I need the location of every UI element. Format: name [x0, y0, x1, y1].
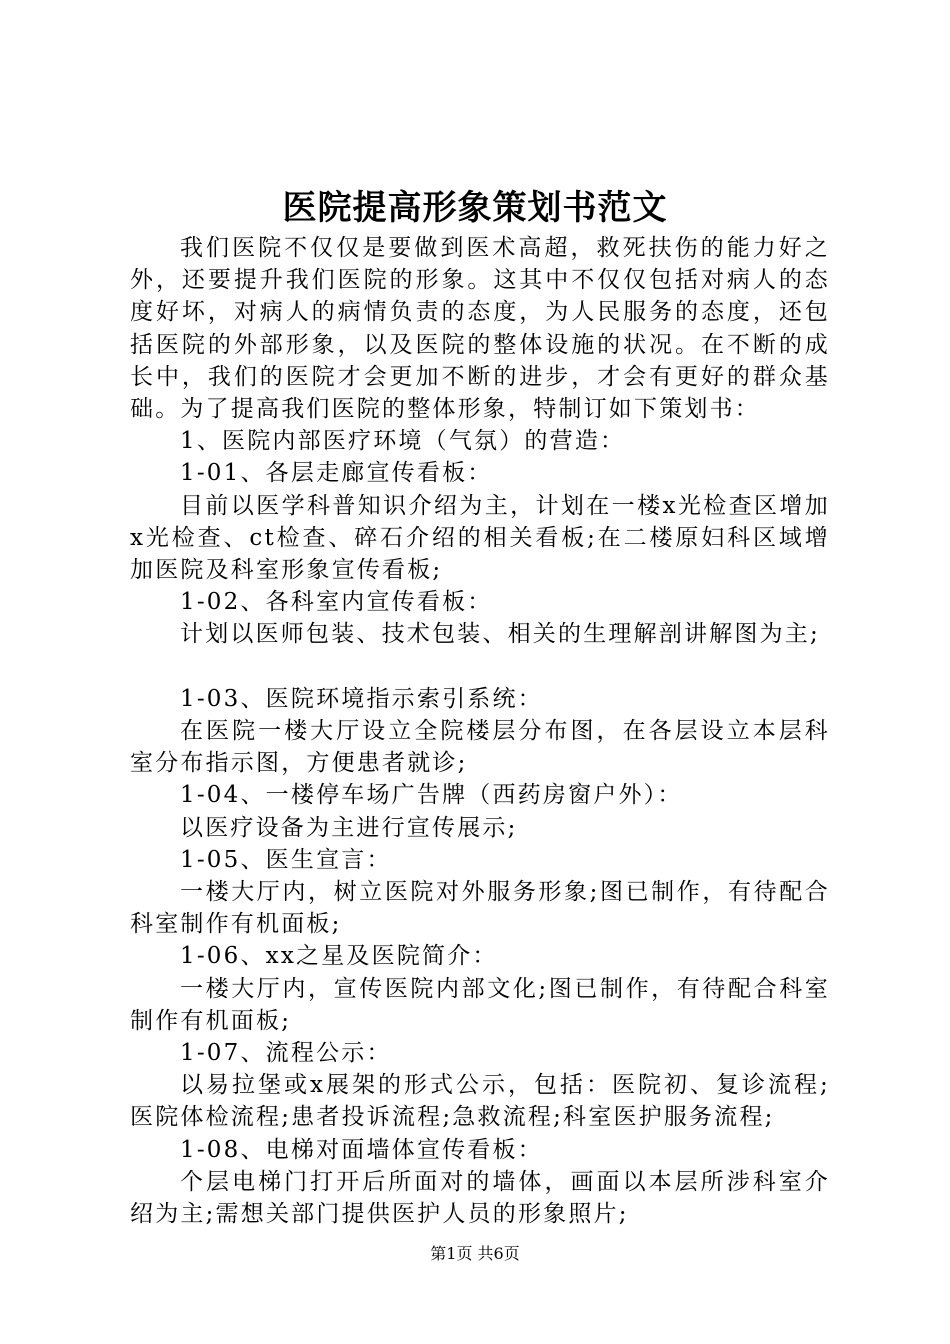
- document-body: [130, 232, 830, 1230]
- item-text-1-08: 个层电梯门打开后所面对的墙体，画面以本层所涉科室介绍为主;需想关部门提供医护人员的形象照片;: [130, 1168, 830, 1228]
- document-title: 医院提高形象策划书范文: [282, 188, 668, 228]
- page-footer: 第1页 共6页: [430, 1244, 520, 1263]
- paragraph-intro: 我们医院不仅仅是要做到医术高超，救死扶伤的能力好之外，还要提升我们医院的形象。这其中不仅仅包括对病人的态度好坏，对病人的病情负责的态度，为人民服务的态度，还包括医院的外部形象，以及医院的整体设施的状况。在不断的成长中，我们的医院才会更加不断的进步，才会有更好的群众基础。为了提高我们医院的整体形象，特制订如下策划书：: [130, 235, 830, 423]
- item-heading-1-03: 1-03、医院环境指示索引系统：: [180, 685, 543, 712]
- item-heading-1-04: 1-04、一楼停车场广告牌（西药房窗户外）：: [180, 782, 683, 809]
- section-heading-1: 1、医院内部医疗环境（气氛）的营造：: [180, 428, 626, 455]
- item-heading-1-02: 1-02、各科室内宣传看板：: [180, 589, 493, 616]
- item-text-1-06: 一楼大厅内，宣传医院内部文化;图已制作，有待配合科室制作有机面板;: [130, 975, 830, 1034]
- item-heading-1-05: 1-05、医生宣言：: [180, 846, 392, 873]
- item-text-1-05: 一楼大厅内，树立医院对外服务形象;图已制作，有待配合科室制作有机面板;: [130, 879, 830, 938]
- item-text-1-04: 以医疗设备为主进行宣传展示;: [180, 814, 518, 841]
- item-text-1-01: 目前以医学科普知识介绍为主，计划在一楼x光检查区增加x光检查、ct检查、碎石介绍的相关看板;在二楼原妇科区域增加医院及科室形象宣传看板;: [130, 492, 830, 584]
- item-heading-1-06: 1-06、xx之星及医院简介：: [180, 943, 498, 970]
- item-text-1-07: 以易拉堡或x展架的形式公示，包括：医院初、复诊流程;医院体检流程;患者投诉流程;急救流程;科室医护服务流程;: [130, 1072, 830, 1131]
- blank-line: [130, 651, 830, 683]
- item-text-1-03: 在医院一楼大厅设立全院楼层分布图，在各层设立本层科室分布指示图，方便患者就诊;: [130, 718, 830, 777]
- item-heading-1-07: 1-07、流程公示：: [180, 1040, 392, 1067]
- item-text-1-02: 计划以医师包装、技术包装、相关的生理解剖讲解图为主;: [180, 621, 820, 648]
- item-heading-1-08: 1-08、电梯对面墙体宣传看板：: [180, 1136, 543, 1163]
- item-heading-1-01: 1-01、各层走廊宣传看板：: [180, 460, 493, 487]
